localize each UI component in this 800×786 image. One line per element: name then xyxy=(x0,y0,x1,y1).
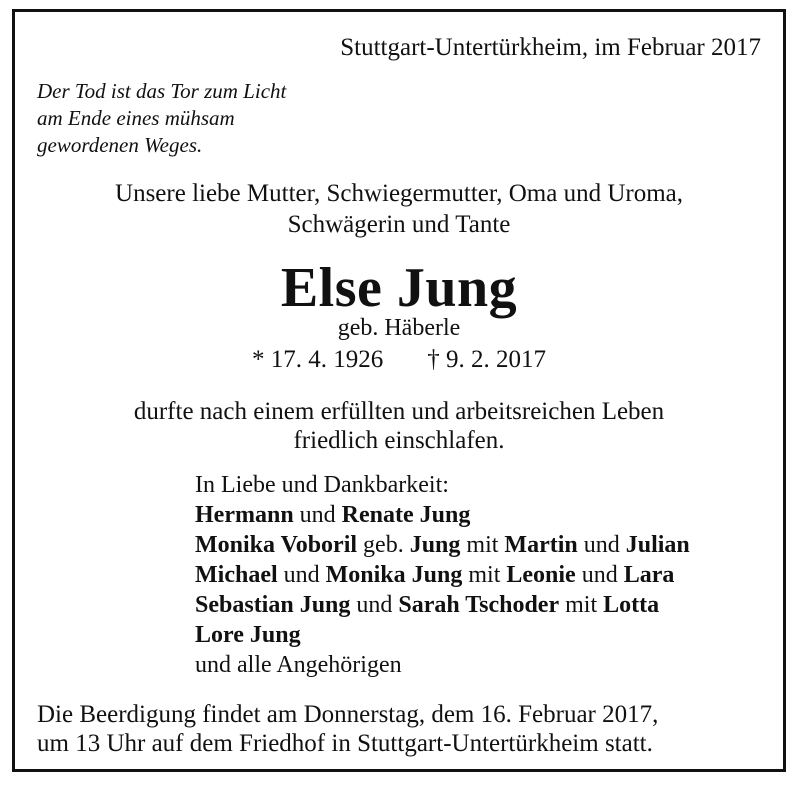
mourner-name: Leonie xyxy=(506,562,576,588)
mourner-name: Monika Jung xyxy=(325,562,463,588)
mourners-heading: In Liebe und Dankbarkeit: xyxy=(195,472,449,498)
mourner-name: Sarah Tschoder xyxy=(398,592,560,618)
death-date: † 9. 2. 2017 xyxy=(427,346,546,373)
mourner-name: Renate Jung xyxy=(341,502,471,528)
motto-line: gewordenen Weges. xyxy=(37,133,203,157)
mourner-line xyxy=(195,500,690,530)
connector-text: mit xyxy=(559,592,604,618)
mourner-lines xyxy=(195,500,690,650)
deceased-name: Else Jung xyxy=(280,257,518,319)
motto-line: Der Tod ist das Tor zum Licht xyxy=(37,79,287,103)
funeral-line: Die Beerdigung findet am Donnerstag, dem 16. Februar 2017, xyxy=(37,701,659,728)
connector-text: und xyxy=(350,592,399,618)
mourner-line xyxy=(195,590,690,620)
connector-text: mit xyxy=(462,562,507,588)
passing-line: durfte nach einem erfüllten und arbeitsreichen Leben xyxy=(133,398,665,425)
life-dates xyxy=(15,346,783,374)
connector-text: und xyxy=(293,502,342,528)
mourner-name: Lara xyxy=(623,562,675,588)
connector-text: und xyxy=(277,562,326,588)
mourner-name: Jung xyxy=(409,532,461,558)
connector-text: mit xyxy=(460,532,505,558)
connector-text: und xyxy=(577,532,626,558)
motto-line: am Ende eines mühsam xyxy=(37,106,235,130)
birth-date: * 17. 4. 1926 xyxy=(252,346,384,373)
funeral-line: um 13 Uhr auf dem Friedhof in Stuttgart-Untertürkheim statt. xyxy=(37,730,653,757)
mourner-name: Julian xyxy=(625,532,690,558)
mourners-closing: und alle Angehörigen xyxy=(195,652,402,678)
mourner-name: Martin xyxy=(504,532,578,558)
obituary-notice xyxy=(12,9,786,772)
mourner-name: Lotta xyxy=(603,592,660,618)
mourners-list xyxy=(195,470,690,680)
connector-text: geb. xyxy=(357,532,410,558)
mourner-line xyxy=(195,560,690,590)
birth-name: geb. Häberle xyxy=(337,315,461,341)
mourner-name: Hermann xyxy=(195,502,294,528)
intro-text xyxy=(15,178,783,240)
place-date-line: Stuttgart-Untertürkheim, im Februar 2017 xyxy=(340,34,761,61)
mourner-line xyxy=(195,530,690,560)
mourner-line xyxy=(195,620,690,650)
passing-line: friedlich einschlafen. xyxy=(293,427,505,454)
intro-line: Schwägerin und Tante xyxy=(287,211,511,238)
connector-text: und xyxy=(575,562,624,588)
mourner-name: Lore Jung xyxy=(195,622,301,648)
mourner-name: Sebastian Jung xyxy=(195,592,351,618)
passing-text xyxy=(15,397,783,455)
intro-line: Unsere liebe Mutter, Schwiegermutter, Oma und Uroma, xyxy=(115,180,683,207)
mourner-name: Monika Voboril xyxy=(195,532,358,558)
mourner-name: Michael xyxy=(195,562,278,588)
motto-quote xyxy=(37,78,286,159)
funeral-info xyxy=(37,700,658,758)
